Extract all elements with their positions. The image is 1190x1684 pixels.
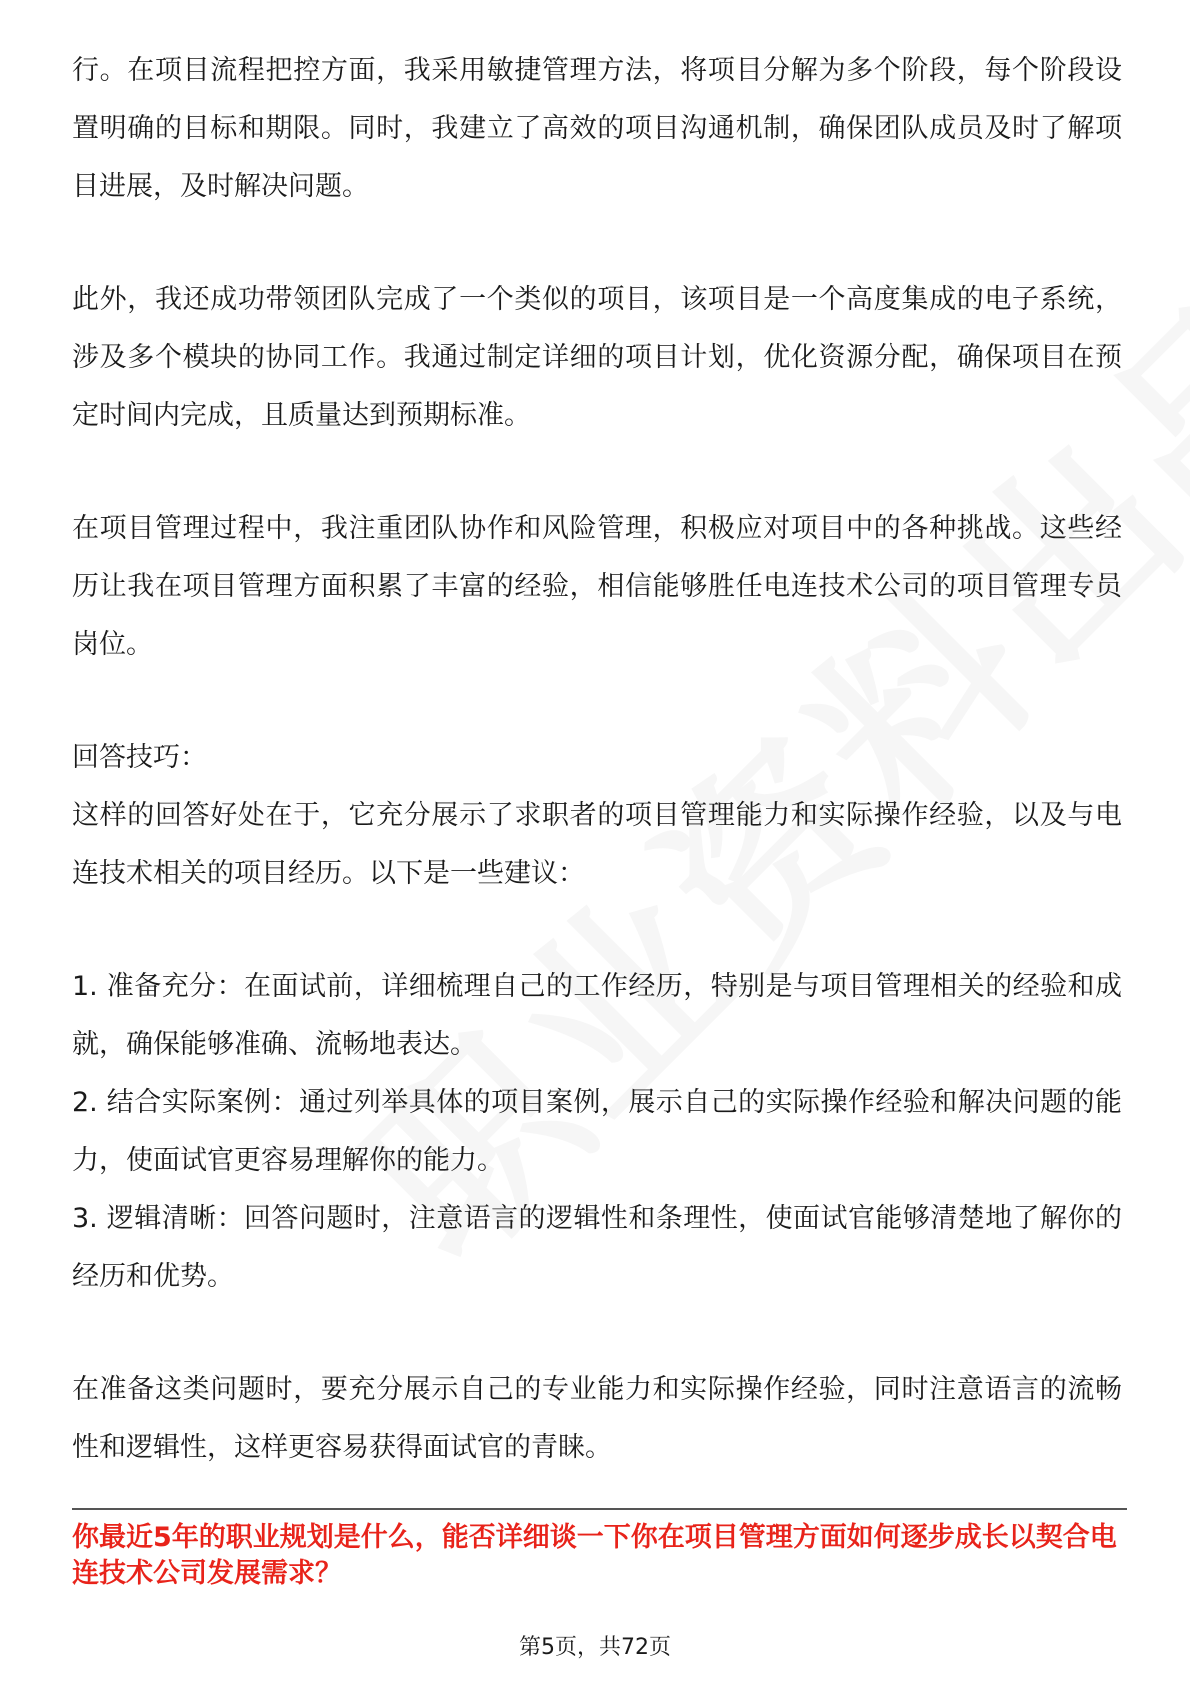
next-question-title: 你最近5年的职业规划是什么，能否详细谈一下你在项目管理方面如何逐步成长以契合电连技术公司发展需求？ (72, 1522, 1117, 1589)
spacer (72, 1306, 1122, 1361)
answer-paragraph-3: 在项目管理过程中，我注重团队协作和风险管理，积极应对项目中的各种挑战。这些经历让我在项目管理方面积累了丰富的经验，相信能够胜任电连技术公司的项目管理专员岗位。 (72, 513, 1122, 660)
page-number: 第5页，共72页 (519, 1635, 671, 1660)
tip-item-3: 3. 逻辑清晰：回答问题时，注意语言的逻辑性和条理性，使面试官能够清楚地了解你的经历和优势。 (72, 1203, 1122, 1292)
spacer (72, 216, 1122, 271)
document-body (72, 42, 1122, 1477)
tips-closing: 在准备这类问题时，要充分展示自己的专业能力和实际操作经验，同时注意语言的流畅性和逻辑性，这样更容易获得面试官的青睐。 (72, 1374, 1122, 1463)
spacer (72, 445, 1122, 500)
tips-heading: 回答技巧： (72, 742, 207, 773)
spacer (72, 674, 1122, 729)
answer-paragraph-2: 此外，我还成功带领团队完成了一个类似的项目，该项目是一个高度集成的电子系统，涉及多个模块的协同工作。我通过制定详细的项目计划，优化资源分配，确保项目在预定时间内完成，且质量达到预期标准。 (72, 284, 1122, 431)
tip-item-2: 2. 结合实际案例：通过列举具体的项目案例，展示自己的实际操作经验和解决问题的能力，使面试官更容易理解你的能力。 (72, 1087, 1122, 1176)
section-divider (72, 1508, 1127, 1510)
tips-intro: 这样的回答好处在于，它充分展示了求职者的项目管理能力和实际操作经验，以及与电连技术相关的项目经历。以下是一些建议： (72, 800, 1122, 889)
answer-paragraph-1: 行。在项目流程把控方面，我采用敏捷管理方法，将项目分解为多个阶段，每个阶段设置明确的目标和期限。同时，我建立了高效的项目沟通机制，确保团队成员及时了解项目进展，及时解决问题。 (72, 55, 1122, 202)
tip-item-1: 1. 准备充分：在面试前，详细梳理自己的工作经历，特别是与项目管理相关的经验和成就，确保能够准确、流畅地表达。 (72, 971, 1122, 1060)
spacer (72, 903, 1122, 958)
